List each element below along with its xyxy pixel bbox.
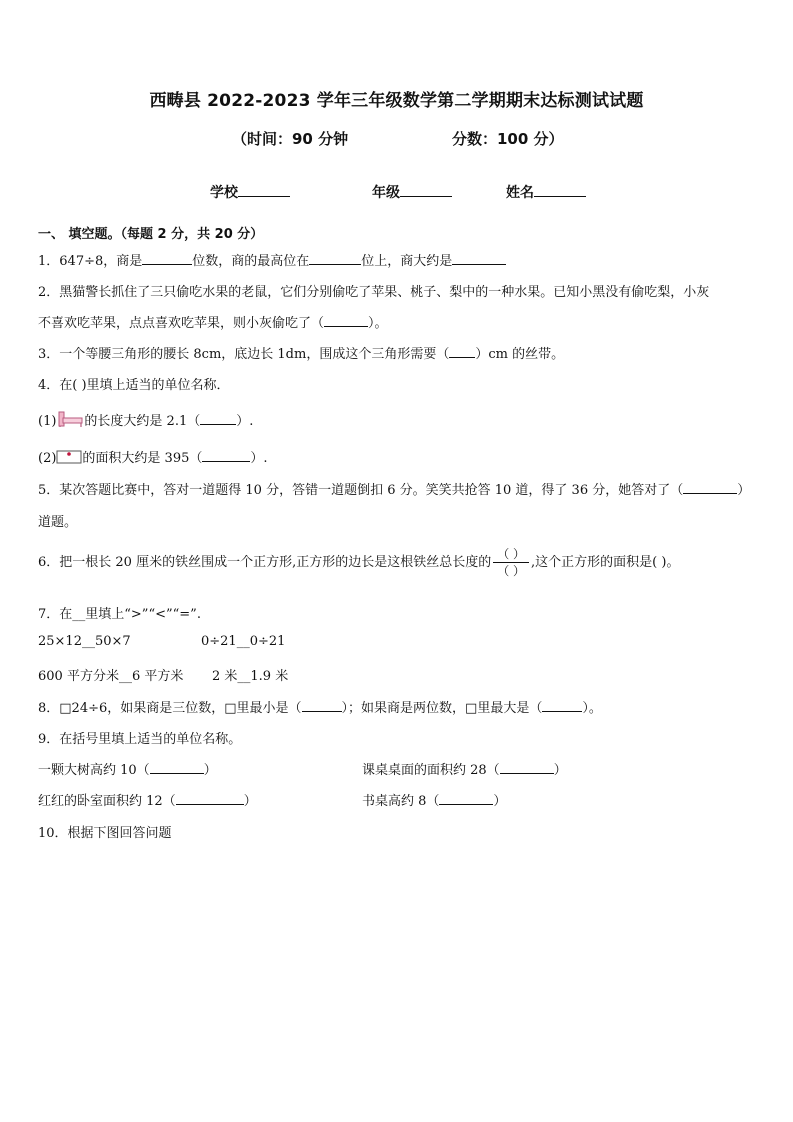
question-1: [38, 250, 506, 269]
q4-p2-text: 的面积大约是 395（: [82, 451, 203, 466]
q1-text-a: 1．647÷8，商是: [38, 254, 143, 269]
school-field: [210, 182, 290, 202]
school-blank[interactable]: [238, 182, 290, 197]
q6-text-a: 6．把一根长 20 厘米的铁丝围成一个正方形,正方形的边长是这根铁丝总长度的: [38, 555, 492, 570]
q9-desk-surface-text: 课桌桌面的面积约 28（: [362, 763, 500, 778]
q9-tree-blank[interactable]: [150, 761, 204, 774]
q1-text-b: 位数，商的最高位在: [192, 254, 310, 269]
q9-bedroom-text: 红红的卧室面积约 12（: [38, 794, 176, 809]
q8-text-b: ）；如果商是两位数，□里最大是（: [341, 701, 543, 716]
q2-text-a: 不喜欢吃苹果，点点喜欢吃苹果，则小灰偷吃了（: [38, 316, 325, 331]
q6-denominator[interactable]: （ ）: [497, 564, 526, 578]
grade-field: [372, 182, 452, 202]
q8-text-c: ）。: [582, 701, 602, 716]
q4-p1-close: ）.: [236, 414, 254, 429]
q9-desk-surface-blank[interactable]: [500, 761, 554, 774]
question-7-stem: 7．在__里填上“>”“<”“=”.: [38, 607, 201, 622]
question-10-stem: 10．根据下图回答问题: [38, 826, 172, 841]
name-blank[interactable]: [534, 182, 586, 197]
q4-p1-blank[interactable]: [200, 412, 236, 425]
q3-text-a: 3．一个等腰三角形的腰长 8cm，底边长 1dm，围成这个三角形需要（: [38, 347, 450, 362]
q3-text-b: ）cm 的丝带。: [475, 347, 565, 362]
q8-blank-2[interactable]: [542, 699, 582, 712]
q7-row-1-right: 0÷21__0÷21: [201, 634, 286, 649]
q4-p2-close: ）.: [250, 451, 268, 466]
exam-score: 分数：100 分）: [452, 130, 564, 148]
name-label: 姓名: [506, 185, 534, 201]
q4-p1-text: 的长度大约是 2.1（: [84, 414, 201, 429]
q9-item-desk-height: [362, 790, 506, 809]
q5-blank[interactable]: [683, 481, 737, 494]
q1-blank-2[interactable]: [309, 252, 361, 265]
envelope-card-icon: [56, 450, 82, 464]
q6-fraction-blank[interactable]: [493, 546, 529, 579]
exam-title: 西畴县 2022-2023 学年三年级数学第二学期期末达标测试试题: [149, 91, 644, 111]
question-8: [38, 697, 602, 716]
question-3: [38, 343, 564, 362]
question-2-line-1: 2．黑猫警长抓住了三只偷吃水果的老鼠，它们分别偷吃了苹果、桃子、梨中的一种水果。已知小黑没有偷吃梨，小灰: [38, 285, 710, 300]
section-heading: 一、 填空题。（每题 2 分，共 20 分）: [38, 227, 264, 242]
grade-blank[interactable]: [400, 182, 452, 197]
q5-text-a: 5．某次答题比赛中，答对一道题得 10 分，答错一道题倒扣 6 分。笑笑共抢答 10 道，得了 36 分，她答对了（: [38, 483, 684, 498]
q1-blank-1[interactable]: [142, 252, 192, 265]
q9-tree-text: 一颗大树高约 10（: [38, 763, 150, 778]
q6-text-b: ,这个正方形的面积是( )。: [531, 555, 680, 570]
q9-item-tree: [38, 759, 217, 778]
exam-time: （时间：90 分钟: [232, 130, 349, 148]
question-2-line-2: [38, 312, 388, 331]
question-5-line-1: [38, 479, 750, 498]
q9-desk-height-blank[interactable]: [439, 792, 493, 805]
question-5-line-2: 道题。: [38, 515, 78, 530]
q7-row-2-left: 600 平方分米__6 平方米: [38, 669, 184, 684]
q2-blank[interactable]: [324, 314, 368, 327]
name-field: [506, 182, 586, 202]
q9-item-bedroom: [38, 790, 257, 809]
q9-tree-close: ）: [203, 763, 217, 778]
q1-text-c: 位上，商大约是: [361, 254, 453, 269]
question-4-part-1: [38, 410, 253, 429]
grade-label: 年级: [372, 185, 400, 201]
q4-p2-index: (2): [38, 451, 57, 466]
q3-blank[interactable]: [449, 345, 475, 358]
q9-item-desk-surface: [362, 759, 567, 778]
q9-bedroom-close: ）: [243, 794, 257, 809]
q6-numerator[interactable]: （ ）: [493, 546, 529, 563]
question-6: [38, 546, 679, 579]
q9-bedroom-blank[interactable]: [176, 792, 244, 805]
q2-text-b: ）。: [368, 316, 388, 331]
q8-blank-1[interactable]: [302, 699, 342, 712]
q8-text-a: 8．□24÷6，如果商是三位数，□里最小是（: [38, 701, 302, 716]
q7-row-1-left: 25×12__50×7: [38, 634, 131, 649]
q9-desk-height-text: 书桌高约 8（: [362, 794, 440, 809]
question-4-part-2: [38, 447, 268, 466]
q4-p1-index: (1): [38, 414, 57, 429]
question-4-stem: 4．在( )里填上适当的单位名称．: [38, 378, 230, 393]
school-label: 学校: [210, 185, 238, 201]
q9-desk-surface-close: ）: [553, 763, 567, 778]
q7-row-2-right: 2 米__1.9 米: [212, 669, 289, 684]
bed-icon: [56, 410, 84, 428]
question-9-stem: 9．在括号里填上适当的单位名称。: [38, 732, 242, 747]
q9-desk-height-close: ）: [493, 794, 507, 809]
q5-text-b: ）: [737, 483, 751, 498]
q4-p2-blank[interactable]: [202, 449, 250, 462]
q1-blank-3[interactable]: [452, 252, 506, 265]
